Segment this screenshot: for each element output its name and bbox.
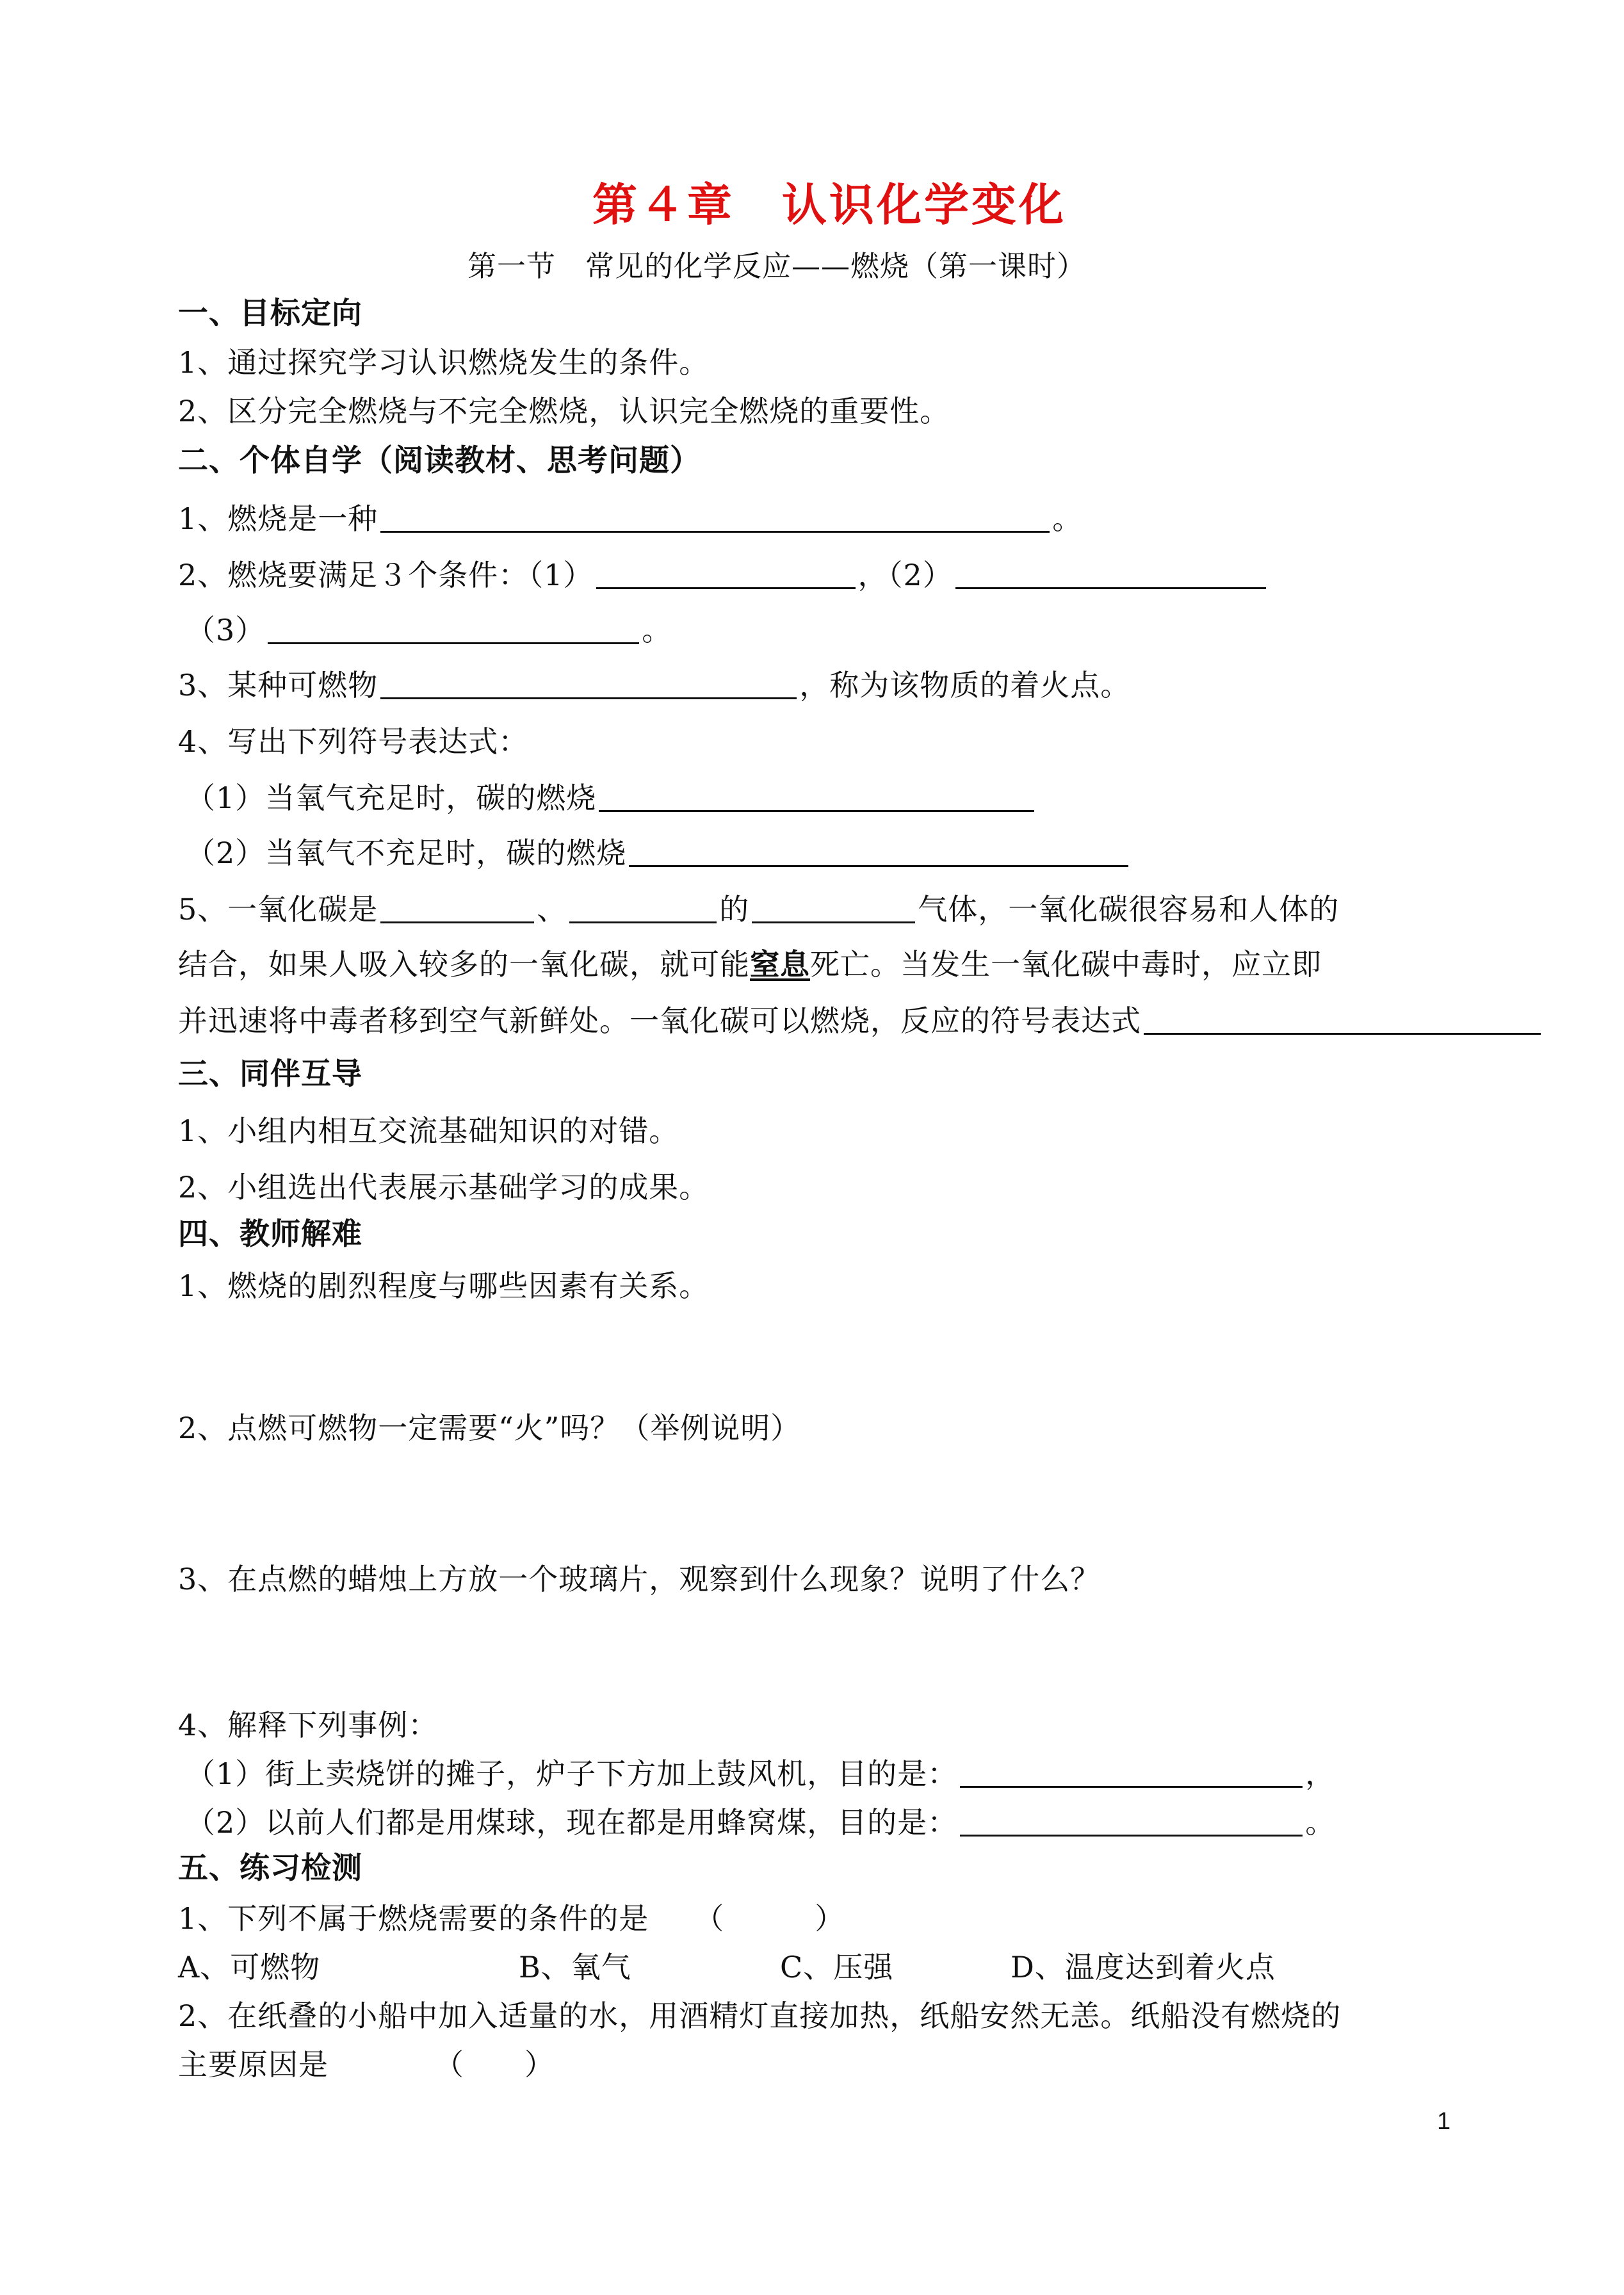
question-5-line3 — [178, 1002, 1543, 1040]
question-text: 、 — [537, 892, 567, 927]
question-text: 死亡。当发生一氧化碳中毒时，应立即 — [810, 947, 1322, 982]
goal-item: 1、通过探究学习认识燃烧发生的条件。 — [178, 345, 710, 380]
option-b: B、氧气 — [519, 1950, 631, 1984]
question-text: （2）当氧气不充足时，碳的燃烧 — [186, 836, 627, 870]
answer-blank[interactable] — [380, 503, 1050, 533]
teacher-question-1: 1、燃烧的剧烈程度与哪些因素有关系。 — [178, 1269, 710, 1303]
question-text: 气体，一氧化碳很容易和人体的 — [918, 892, 1340, 927]
answer-blank[interactable] — [268, 614, 639, 644]
heading-teacher: 四、教师解难 — [178, 1217, 362, 1252]
question-text: （2）以前人们都是用煤球，现在都是用蜂窝煤，目的是： — [186, 1805, 958, 1840]
answer-blank[interactable] — [380, 893, 534, 923]
heading-goals: 一、目标定向 — [178, 296, 362, 331]
question-1 — [178, 499, 1082, 538]
question-2-cont — [186, 611, 672, 649]
answer-blank[interactable] — [569, 893, 717, 923]
peer-item: 1、小组内相互交流基础知识的对错。 — [178, 1114, 679, 1148]
teacher-question-2: 2、点燃可燃物一定需要“火”吗？（举例说明） — [178, 1411, 801, 1445]
option-c: C、压强 — [780, 1950, 894, 1984]
question-text: 1、燃烧是一种 — [178, 501, 378, 536]
question-text: （1）街上卖烧饼的摊子，炉子下方加上鼓风机，目的是： — [186, 1756, 958, 1791]
question-text: 5、一氧化碳是 — [178, 892, 378, 927]
question-text: （3） — [186, 613, 266, 647]
answer-blank[interactable] — [960, 1758, 1303, 1788]
answer-blank[interactable] — [599, 782, 1034, 812]
emphasized-term: 窒息 — [750, 947, 810, 982]
answer-blank[interactable] — [955, 559, 1266, 589]
question-text: 并迅速将中毒者移到空气新鲜处。一氧化碳可以燃烧，反应的符号表达式 — [178, 1003, 1141, 1038]
answer-blank[interactable] — [960, 1806, 1303, 1837]
goal-item: 2、区分完全燃烧与不完全燃烧，认识完全燃烧的重要性。 — [178, 394, 950, 428]
question-text: 结合，如果人吸入较多的一氧化碳，就可能 — [178, 947, 750, 982]
question-5 — [178, 890, 1339, 929]
answer-blank[interactable] — [629, 837, 1128, 867]
option-a: A、可燃物 — [178, 1950, 321, 1984]
page-title: 第４章 认识化学变化 — [592, 178, 1066, 231]
question-4-2 — [186, 834, 1131, 872]
question-text: 。 — [642, 613, 672, 647]
answer-blank[interactable] — [380, 669, 797, 699]
peer-item: 2、小组选出代表展示基础学习的成果。 — [178, 1170, 710, 1204]
page-number: 1 — [1437, 2108, 1451, 2135]
question-text: ，（2） — [857, 558, 953, 592]
teacher-question-4: 4、解释下列事例： — [178, 1708, 439, 1742]
teacher-question-4-1 — [186, 1755, 1335, 1793]
question-3 — [178, 666, 1130, 704]
option-d: D、温度达到着火点 — [1011, 1950, 1276, 1984]
question-5-line2 — [178, 945, 1322, 984]
question-text: 3、某种可燃物 — [178, 668, 378, 702]
question-4-1 — [186, 779, 1037, 817]
teacher-question-3: 3、在点燃的蜡烛上方放一个玻璃片，观察到什么现象？说明了什么？ — [178, 1562, 1101, 1596]
heading-peer-guidance: 三、同伴互导 — [178, 1057, 362, 1092]
practice-question-1: 1、下列不属于燃烧需要的条件的是 （ ） — [178, 1901, 845, 1936]
practice-question-2-cont: 主要原因是 （ ） — [178, 2047, 555, 2082]
question-text: 的 — [719, 892, 750, 927]
section-subtitle: 第一节 常见的化学反应——燃烧（第一课时） — [467, 249, 1087, 283]
question-text: 。 — [1305, 1805, 1336, 1840]
question-text: ， — [1305, 1756, 1336, 1791]
question-text: （1）当氧气充足时，碳的燃烧 — [186, 781, 597, 815]
question-2 — [178, 556, 1269, 594]
question-text: ，称为该物质的着火点。 — [799, 668, 1131, 702]
heading-self-study: 二、个体自学（阅读教材、思考问题） — [178, 443, 701, 478]
practice-question-2: 2、在纸叠的小船中加入适量的水，用酒精灯直接加热，纸船安然无恙。纸船没有燃烧的 — [178, 1999, 1342, 2033]
question-text: 2、燃烧要满足３个条件：（1） — [178, 558, 594, 592]
teacher-question-4-2 — [186, 1803, 1335, 1842]
answer-blank[interactable] — [596, 559, 856, 589]
question-4: 4、写出下列符号表达式： — [178, 724, 529, 759]
question-text: 。 — [1052, 501, 1083, 536]
answer-blank[interactable] — [1144, 1005, 1541, 1035]
answer-blank[interactable] — [752, 893, 915, 923]
heading-practice: 五、练习检测 — [178, 1851, 362, 1886]
